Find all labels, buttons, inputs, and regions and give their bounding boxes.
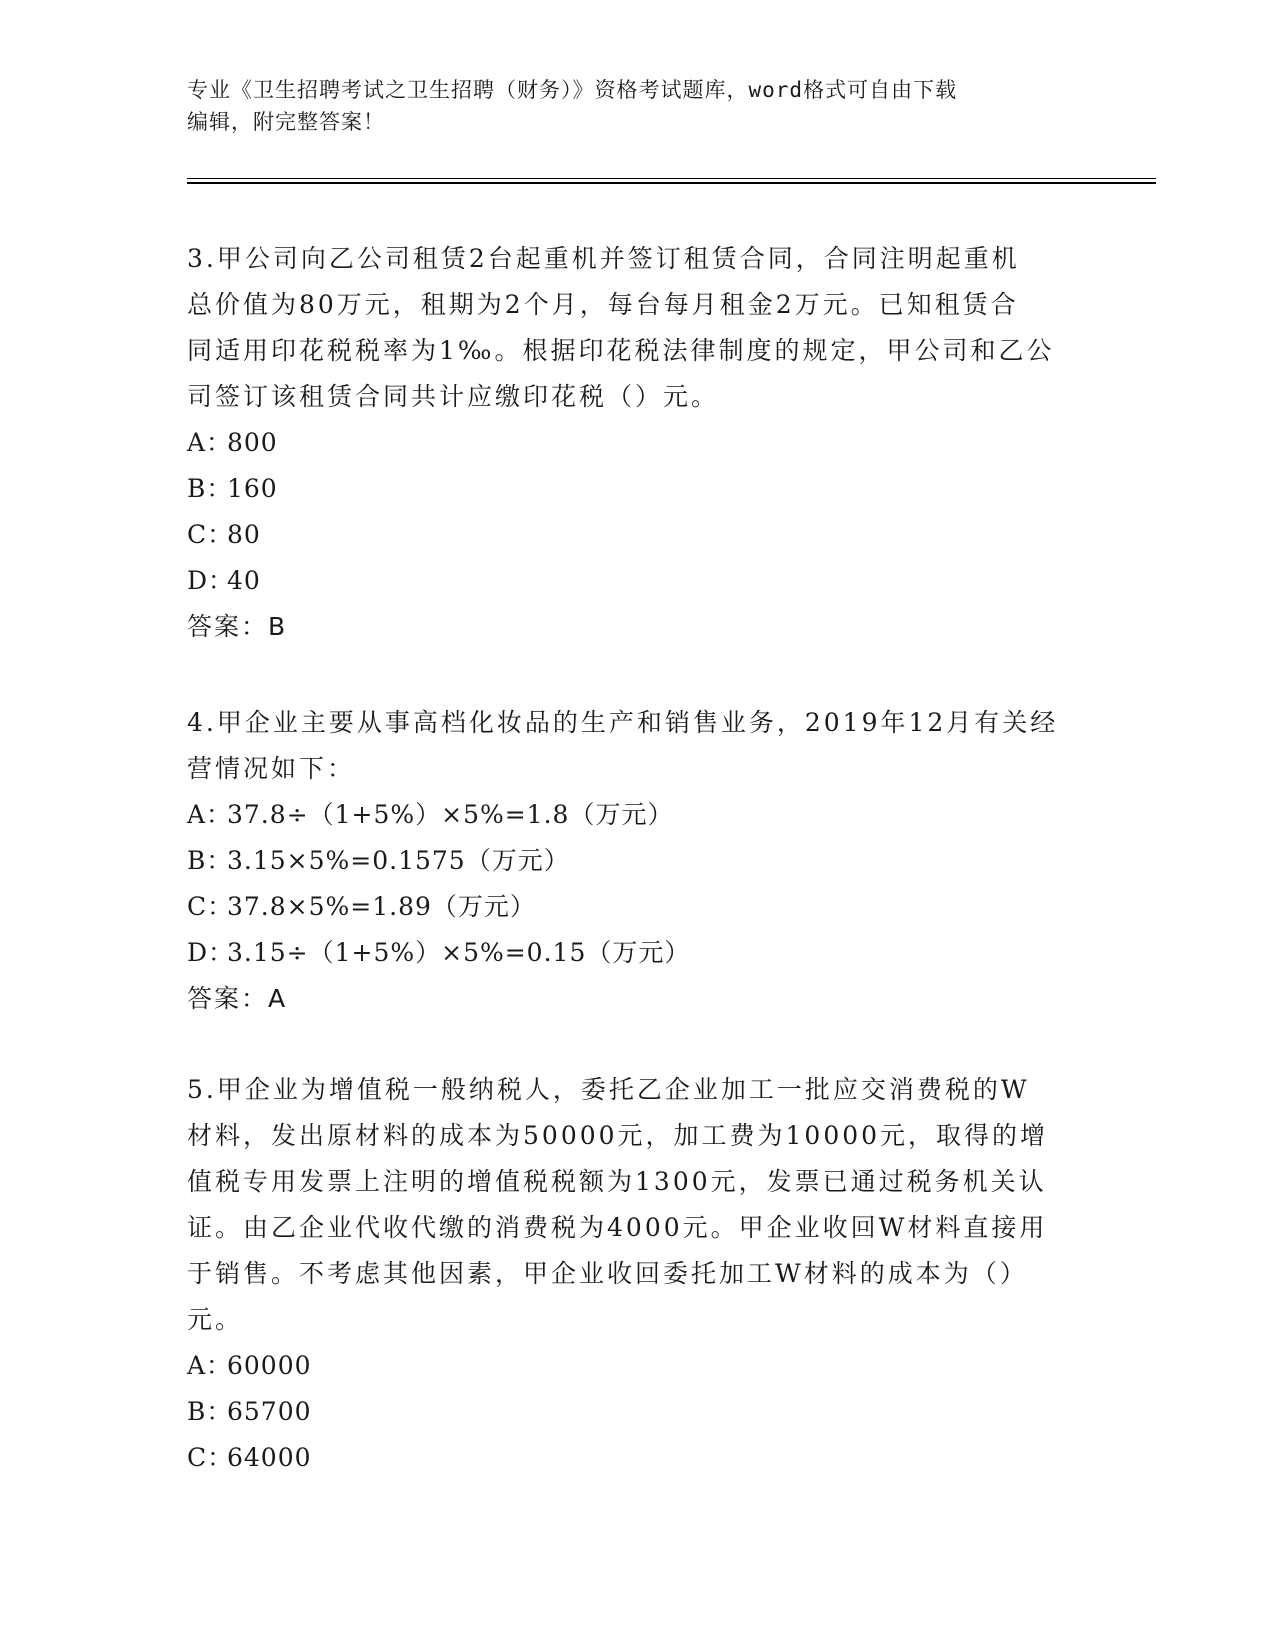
question-stem bbox=[187, 1067, 1087, 1343]
option-text: 160 bbox=[227, 474, 278, 503]
stem-line: 营情况如下： bbox=[187, 754, 356, 783]
stem-line: 司签订该租赁合同共计应缴印花税（）元。 bbox=[187, 382, 720, 411]
option-text: 80 bbox=[227, 520, 261, 549]
option-d bbox=[187, 930, 1087, 976]
stem-line: 4.甲企业主要从事高档化妆品的生产和销售业务，2019年12月有关经 bbox=[187, 708, 1059, 737]
option-b bbox=[187, 838, 1087, 884]
question-stem bbox=[187, 700, 1087, 792]
stem-line: 值税专用发票上注明的增值税税额为1300元，发票已通过税务机关认 bbox=[187, 1167, 1047, 1196]
stem-line: 同适用印花税税率为1‰。根据印花税法律制度的规定，甲公司和乙公 bbox=[187, 336, 1055, 365]
option-key: B： bbox=[187, 474, 233, 503]
option-key: C： bbox=[187, 1443, 234, 1472]
document-header bbox=[187, 74, 1087, 138]
stem-line: 证。由乙企业代收代缴的消费税为4000元。甲企业收回W材料直接用 bbox=[187, 1213, 1048, 1242]
option-text: 40 bbox=[227, 566, 261, 595]
option-text: 37.8÷（1+5%）×5%=1.8（万元） bbox=[227, 800, 674, 829]
option-c bbox=[187, 512, 1087, 558]
header-line-2: 编辑，附完整答案！ bbox=[187, 110, 385, 134]
option-text: 60000 bbox=[227, 1351, 312, 1380]
option-key: D： bbox=[187, 938, 235, 967]
question-3 bbox=[187, 236, 1087, 650]
stem-line: 总价值为80万元，租期为2个月，每台每月租金2万元。已知租赁合 bbox=[187, 290, 1019, 319]
option-text: 3.15×5%=0.1575（万元） bbox=[227, 846, 570, 875]
stem-line: 3.甲公司向乙公司租赁2台起重机并签订租赁合同，合同注明起重机 bbox=[187, 244, 1020, 273]
option-text: 3.15÷（1+5%）×5%=0.15（万元） bbox=[227, 938, 691, 967]
option-text: 800 bbox=[227, 428, 278, 457]
option-key: A： bbox=[187, 428, 233, 457]
question-4 bbox=[187, 700, 1087, 1022]
option-key: C： bbox=[187, 892, 234, 921]
option-text: 64000 bbox=[227, 1443, 312, 1472]
option-text: 65700 bbox=[227, 1397, 312, 1426]
stem-line: 材料，发出原材料的成本为50000元，加工费为10000元，取得的增 bbox=[187, 1121, 1049, 1150]
option-key: C： bbox=[187, 520, 234, 549]
stem-line: 元。 bbox=[187, 1305, 244, 1334]
stem-line: 于销售。不考虑其他因素，甲企业收回委托加工W材料的成本为（） bbox=[187, 1259, 1028, 1288]
option-a bbox=[187, 1343, 1087, 1389]
option-a bbox=[187, 792, 1087, 838]
option-a bbox=[187, 420, 1087, 466]
question-5 bbox=[187, 1067, 1087, 1481]
answer-label: 答案：A bbox=[187, 984, 288, 1013]
answer-label: 答案：B bbox=[187, 612, 288, 641]
option-key: B： bbox=[187, 1397, 233, 1426]
option-b bbox=[187, 466, 1087, 512]
option-c bbox=[187, 1435, 1087, 1481]
option-text: 37.8×5%=1.89（万元） bbox=[227, 892, 536, 921]
option-c bbox=[187, 884, 1087, 930]
question-stem bbox=[187, 236, 1087, 420]
header-divider-thin bbox=[187, 178, 1156, 179]
stem-line: 5.甲企业为增值税一般纳税人，委托乙企业加工一批应交消费税的W bbox=[187, 1075, 1030, 1104]
option-key: B： bbox=[187, 846, 233, 875]
header-divider-thick bbox=[187, 182, 1156, 184]
option-key: D： bbox=[187, 566, 235, 595]
option-key: A： bbox=[187, 800, 233, 829]
option-key: A： bbox=[187, 1351, 233, 1380]
option-d bbox=[187, 558, 1087, 604]
option-b bbox=[187, 1389, 1087, 1435]
header-line-1: 专业《卫生招聘考试之卫生招聘（财务）》资格考试题库，word格式可自由下载 bbox=[187, 78, 958, 102]
